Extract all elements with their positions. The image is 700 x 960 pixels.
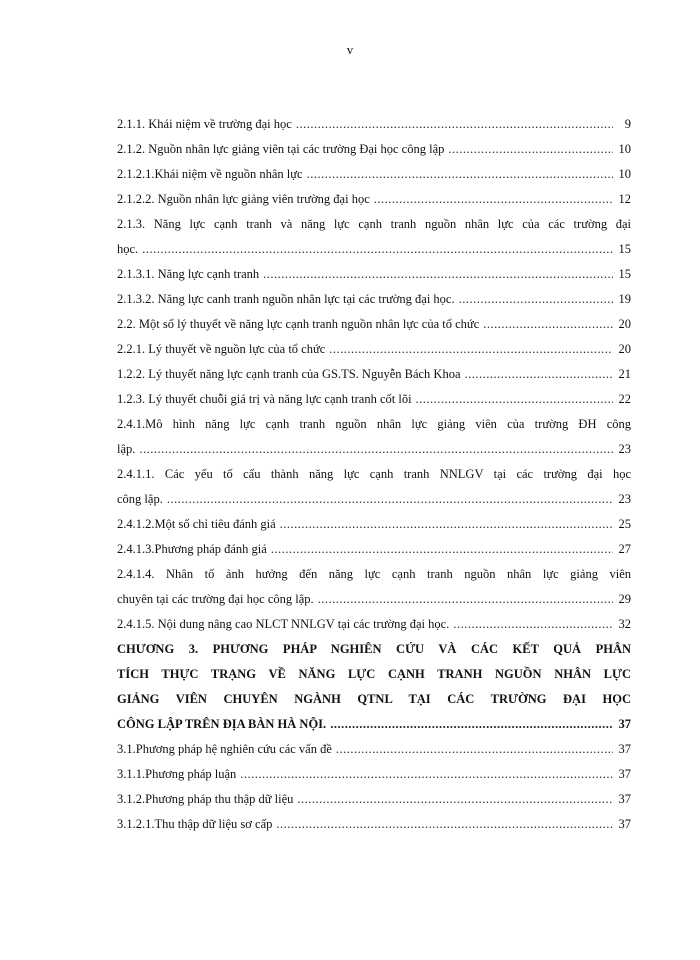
toc-leader [329,337,613,362]
toc-entry-title: 3.1.1.Phương pháp luận [117,767,237,781]
toc-leader [330,712,613,737]
toc-entry[interactable] [117,612,631,637]
table-of-contents [117,112,631,837]
toc-leader [416,387,613,412]
toc-entry[interactable] [117,137,631,162]
chapter-heading-line[interactable] [117,662,631,687]
toc-entry-page: 9 [624,117,631,131]
toc-entry-page: 12 [618,192,631,206]
toc-entry-title: chuyên tại các trường đại học công lập. [117,592,314,606]
toc-entry-title: 2.4.1.4. Nhân tố ảnh hưởng đến năng lực cạnh tranh nguồn nhân lực giảng viên [117,567,631,581]
toc-entry-page: 37 [618,767,631,781]
toc-entry[interactable] [117,762,631,787]
toc-entry-line1[interactable] [117,462,631,487]
toc-entry-page: 37 [618,792,631,806]
toc-entry-title: 2.1.2. Nguồn nhân lực giảng viên tại các trường Đại học công lập [117,142,445,156]
toc-entry-page: 37 [618,817,631,831]
toc-entry[interactable] [117,312,631,337]
toc-entry[interactable] [117,237,631,262]
toc-entry-page: 37 [618,742,631,756]
toc-entry-title: 2.1.2.1.Khái niệm về nguồn nhân lực [117,167,303,181]
toc-entry[interactable] [117,787,631,812]
toc-entry-title: 2.4.1.2.Một số chỉ tiêu đánh giá [117,517,276,531]
toc-entry-page: 32 [618,617,631,631]
toc-entry[interactable] [117,262,631,287]
toc-entry-line1[interactable] [117,212,631,237]
toc-entry-page: 20 [618,317,631,331]
toc-entry[interactable] [117,162,631,187]
toc-entry-title: 2.4.1.3.Phương pháp đánh giá [117,542,267,556]
toc-entry-page: 27 [618,542,631,556]
toc-leader [142,237,613,262]
toc-entry-page: 23 [618,492,631,506]
toc-entry-page: 20 [618,342,631,356]
toc-entry-page: 37 [618,717,631,731]
toc-entry-title: 3.1.2.1.Thu thập dữ liệu sơ cấp [117,817,273,831]
toc-leader [336,737,613,762]
toc-leader [448,137,613,162]
toc-entry-title: 3.1.Phương pháp hệ nghiên cứu các vấn đề [117,742,332,756]
toc-entry-line1[interactable] [117,412,631,437]
toc-entry-line1[interactable] [117,562,631,587]
toc-entry[interactable] [117,387,631,412]
toc-leader [296,112,613,137]
toc-entry-title: 2.4.1.Mô hình năng lực cạnh tranh nguồn nhân lực giảng viên của trường ĐH công [117,417,631,431]
toc-leader [465,362,614,387]
toc-leader [276,812,613,837]
toc-entry[interactable] [117,362,631,387]
toc-entry-title: 2.2.1. Lý thuyết về nguồn lực của tổ chức [117,342,326,356]
toc-entry-page: 21 [618,367,631,381]
toc-entry-page: 15 [618,267,631,281]
toc-entry[interactable] [117,537,631,562]
toc-entry-title: 1.2.2. Lý thuyết năng lực cạnh tranh của GS.TS. Nguyễn Bách Khoa [117,367,461,381]
chapter-heading-entry[interactable] [117,712,631,737]
toc-entry[interactable] [117,112,631,137]
toc-entry-page: 15 [618,242,631,256]
toc-leader [318,587,613,612]
toc-entry[interactable] [117,512,631,537]
toc-leader [483,312,613,337]
chapter-heading-text: TÍCH THỰC TRẠNG VỀ NĂNG LỰC CẠNH TRANH NGUỒN NHÂN LỰC [117,667,631,681]
toc-entry-title: 2.1.2.2. Nguồn nhân lực giảng viên trường đại học [117,192,370,206]
chapter-heading-line[interactable] [117,637,631,662]
toc-leader [271,537,613,562]
toc-entry[interactable] [117,337,631,362]
toc-entry-page: 23 [618,442,631,456]
chapter-heading-text: GIẢNG VIÊN CHUYÊN NGÀNH QTNL TẠI CÁC TRƯỜNG ĐẠI HỌC [117,692,631,706]
toc-entry-title: 2.1.3.1. Năng lực cạnh tranh [117,267,260,281]
chapter-heading-text: CHƯƠNG 3. PHƯƠNG PHÁP NGHIÊN CỨU VÀ CÁC KẾT QUẢ PHÂN [117,642,631,656]
page-number: v [346,42,354,57]
toc-entry-title: lập. [117,442,136,456]
toc-leader [240,762,613,787]
toc-entry-title: 2.1.3. Năng lực cạnh tranh và năng lực cạnh tranh nguồn nhân lực của các trường đại [117,217,631,231]
toc-entry-title: 2.2. Một số lý thuyết về năng lực cạnh tranh nguồn nhân lực của tổ chức [117,317,480,331]
toc-leader [453,612,613,637]
toc-entry-title: công lập. [117,492,163,506]
toc-entry-page: 25 [618,517,631,531]
chapter-heading-text: CÔNG LẬP TRÊN ĐỊA BÀN HÀ NỘI. [117,717,327,731]
toc-entry-page: 29 [618,592,631,606]
toc-entry[interactable] [117,812,631,837]
toc-entry-page: 19 [618,292,631,306]
toc-leader [307,162,613,187]
toc-leader [459,287,613,312]
toc-leader [374,187,613,212]
toc-entry-title: 2.4.1.5. Nội dung nâng cao NLCT NNLGV tại các trường đại học. [117,617,450,631]
toc-entry-title: 1.2.3. Lý thuyết chuỗi giá trị và năng lực cạnh tranh cốt lõi [117,392,412,406]
toc-leader [297,787,613,812]
toc-entry[interactable] [117,587,631,612]
toc-entry-title: 2.1.1. Khái niệm về trường đại học [117,117,292,131]
toc-entry-page: 10 [618,167,631,181]
chapter-heading-line[interactable] [117,687,631,712]
toc-entry-page: 10 [618,142,631,156]
toc-entry-title: 2.4.1.1. Các yếu tố cấu thành năng lực cạnh tranh NNLGV tại các trường đại học [117,467,631,481]
toc-leader [139,437,613,462]
toc-leader [263,262,613,287]
toc-entry[interactable] [117,737,631,762]
toc-entry[interactable] [117,187,631,212]
toc-entry-title: 2.1.3.2. Năng lực canh tranh nguồn nhân lực tại các trường đại học. [117,292,455,306]
toc-entry-title: 3.1.2.Phương pháp thu thập dữ liệu [117,792,294,806]
toc-entry-title: học. [117,242,139,256]
toc-entry[interactable] [117,437,631,462]
toc-leader [280,512,613,537]
toc-entry[interactable] [117,487,631,512]
toc-entry[interactable] [117,287,631,312]
toc-entry-page: 22 [618,392,631,406]
toc-leader [167,487,613,512]
